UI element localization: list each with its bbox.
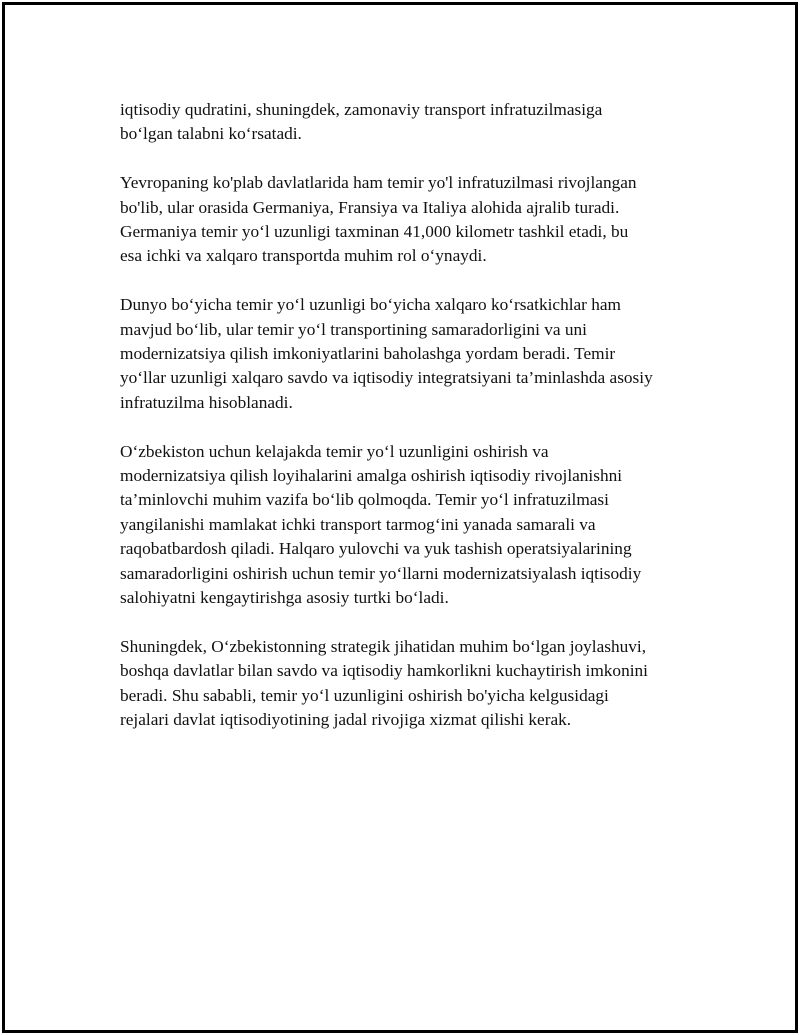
text-line: yo‘llar uzunligi xalqaro savdo va iqtisodiy integratsiyani ta’minlashda asosiy <box>120 368 653 388</box>
text-line: esa ichki va xalqaro transportda muhim rol o‘ynaydi. <box>120 246 487 266</box>
paragraph-3 <box>120 293 710 415</box>
text-line: mavjud bo‘lib, ular temir yo‘l transportining samaradorligini va uni <box>120 319 587 339</box>
text-line: iqtisodiy qudratini, shuningdek, zamonaviy transport infratuzilmasiga <box>120 100 603 119</box>
text-line: boshqa davlatlar bilan savdo va iqtisodiy hamkorlikni kuchaytirish imkonini <box>120 661 648 681</box>
paragraph-4 <box>120 440 710 611</box>
text-line: bo‘lgan talabni ko‘rsatadi. <box>120 124 302 144</box>
text-line: ta’minlovchi muhim vazifa bo‘lib qolmoqda. Temir yo‘l infratuzilmasi <box>120 490 609 510</box>
text-line: yangilanishi mamlakat ichki transport tarmog‘ini yanada samarali va <box>120 514 596 534</box>
text-line: samaradorligini oshirish uchun temir yo‘llarni modernizatsiyalash iqtisodiy <box>120 563 642 583</box>
paragraph-5 <box>120 635 710 733</box>
text-line: beradi. Shu sababli, temir yo‘l uzunligini oshirish bo'yicha kelgusidagi <box>120 685 609 705</box>
text-line: modernizatsiya qilish imkoniyatlarini baholashga yordam beradi. Temir <box>120 344 616 364</box>
text-line: modernizatsiya qilish loyihalarini amalga oshirish iqtisodiy rivojlanishni <box>120 466 623 486</box>
paragraph-2 <box>120 171 710 269</box>
text-line: bo'lib, ular orasida Germaniya, Fransiya va Italiya alohida ajralib turadi. <box>120 197 620 217</box>
text-line: raqobatbardosh qiladi. Halqaro yulovchi va yuk tashish operatsiyalarining <box>120 539 632 559</box>
document-page <box>2 2 798 1033</box>
text-line: salohiyatni kengaytirishga asosiy turtki bo‘ladi. <box>120 588 449 608</box>
text-line: Shuningdek, O‘zbekistonning strategik jihatidan muhim bo‘lgan joylashuvi, <box>120 636 647 656</box>
document-body <box>120 98 710 757</box>
text-line: Dunyo bo‘yicha temir yo‘l uzunligi bo‘yicha xalqaro ko‘rsatkichlar ham <box>120 295 622 315</box>
paragraph-1 <box>120 98 710 147</box>
text-line: rejalari davlat iqtisodiyotining jadal rivojiga xizmat qilishi kerak. <box>120 710 572 730</box>
text-line: O‘zbekiston uchun kelajakda temir yo‘l uzunligini oshirish va <box>120 441 549 461</box>
text-line: infratuzilma hisoblanadi. <box>120 392 293 412</box>
text-line: Germaniya temir yo‘l uzunligi taxminan 41,000 kilometr tashkil etadi, bu <box>120 222 629 242</box>
text-line: Yevropaning ko'plab davlatlarida ham temir yo'l infratuzilmasi rivojlangan <box>120 173 637 193</box>
